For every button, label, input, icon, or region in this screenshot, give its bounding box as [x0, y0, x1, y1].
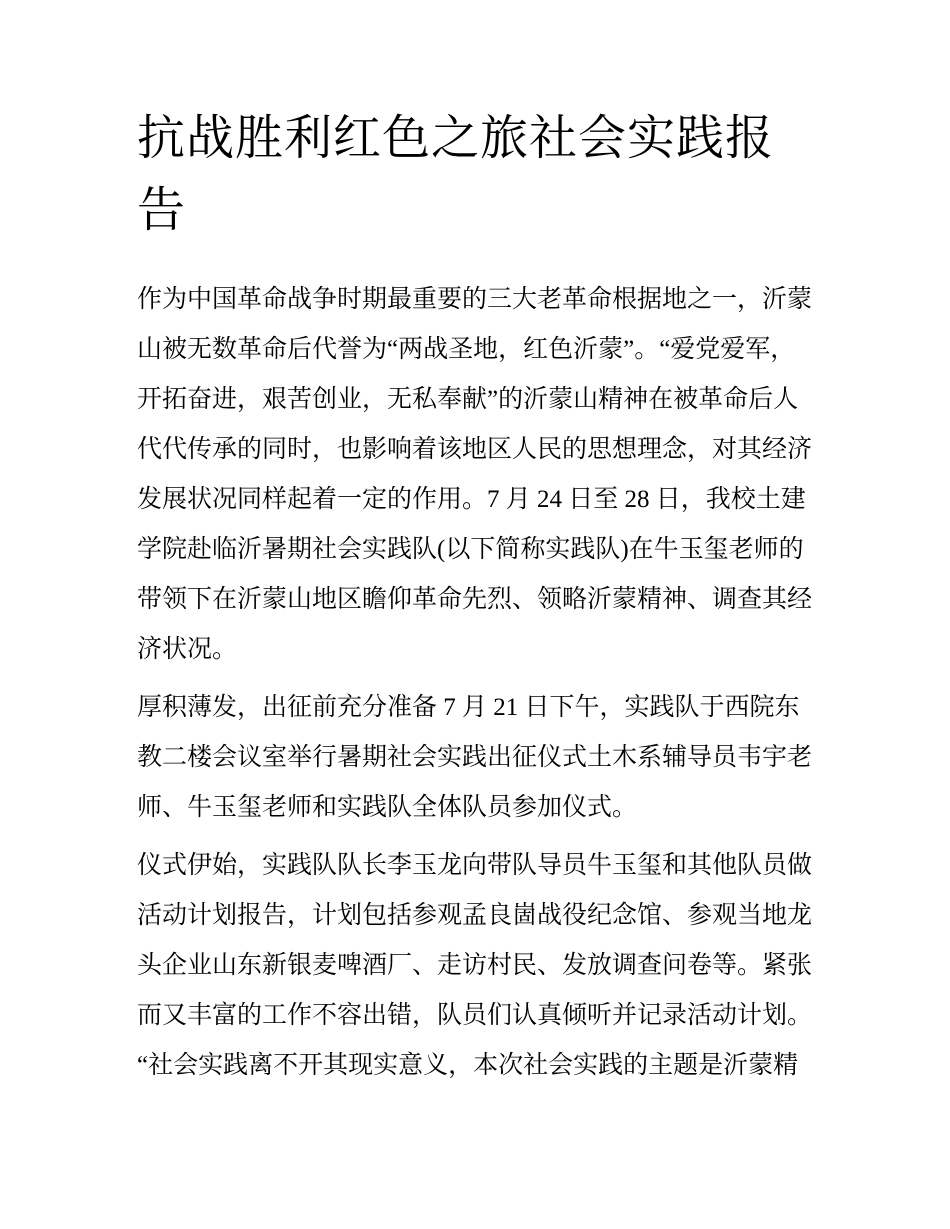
document-body — [137, 275, 820, 1091]
text-line: 而又丰富的工作不容出错，队员们认真倾听并记录活动计划。 — [137, 1002, 813, 1029]
text-line: 师、牛玉玺老师和实践队全体队员参加仪式。 — [137, 794, 638, 821]
text-line: 活动计划报告，计划包括参观孟良崮战役纪念馆、参观当地龙 — [137, 902, 813, 929]
text-line: “社会实践离不开其现实意义，本次社会实践的主题是沂蒙精 — [137, 1052, 799, 1079]
text-line: 厚积薄发，出征前充分准备 7 月 21 日下午，实践队于西院东 — [137, 694, 800, 721]
text-line: 教二楼会议室举行暑期社会实践出征仪式土木系辅导员韦宇老 — [137, 744, 813, 771]
text-line: 代代传承的同时，也影响着该地区人民的思想理念，对其经济 — [137, 436, 813, 463]
text-line: 学院赴临沂暑期社会实践队(以下简称实践队)在牛玉玺老师的 — [137, 536, 804, 563]
text-line: 开拓奋进，艰苦创业，无私奉献”的沂蒙山精神在被革命后人 — [137, 386, 799, 413]
paragraph — [137, 275, 820, 675]
document-title — [137, 103, 820, 247]
text-line: 作为中国革命战争时期最重要的三大老革命根据地之一，沂蒙 — [137, 286, 813, 313]
text-line: 带领下在沂蒙山地区瞻仰革命先烈、领略沂蒙精神、调查其经 — [137, 586, 813, 613]
text-line: 山被无数革命后代誉为“两战圣地，红色沂蒙”。“爱党爱军， — [137, 336, 796, 363]
paragraph — [137, 841, 820, 1091]
title-line: 抗战胜利红色之旅社会实践报 — [137, 112, 775, 165]
text-line: 仪式伊始，实践队队长李玉龙向带队导员牛玉玺和其他队员做 — [137, 852, 813, 879]
title-line: 告 — [137, 184, 187, 237]
text-line: 头企业山东新银麦啤酒厂、走访村民、发放调查问卷等。紧张 — [137, 952, 813, 979]
text-line: 发展状况同样起着一定的作用。7 月 24 日至 28 日，我校土建 — [137, 486, 806, 513]
paragraph — [137, 683, 820, 833]
text-line: 济状况。 — [137, 636, 238, 663]
